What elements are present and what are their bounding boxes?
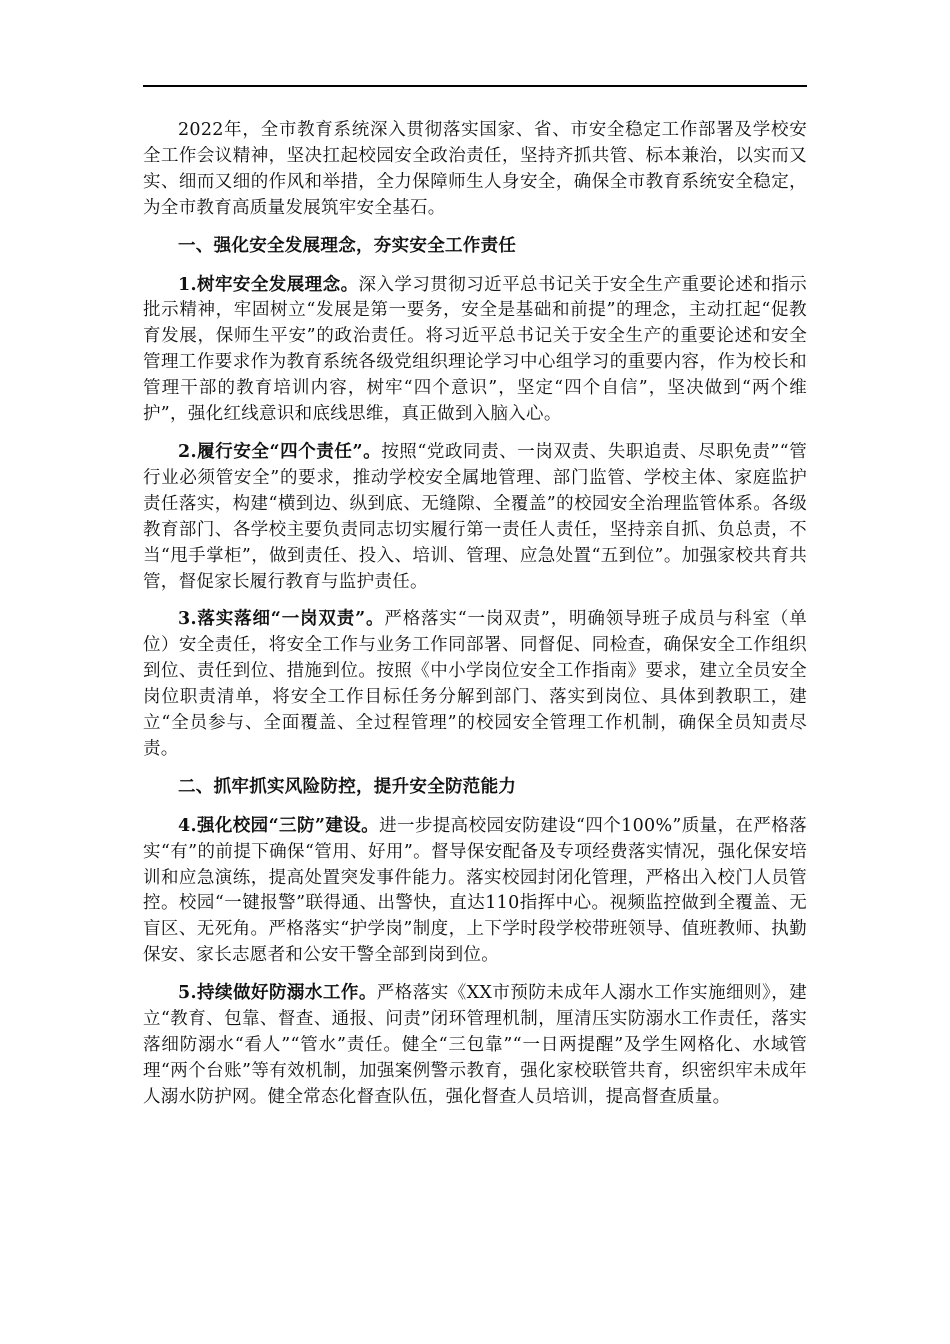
item-5-lead: 5.持续做好防溺水工作。 — [178, 983, 377, 1004]
paragraph-item-4 — [143, 814, 807, 969]
paragraph-item-1 — [143, 273, 807, 428]
item-3-text: 严格落实“一岗双责”，明确领导班子成员与科室（单位）安全责任，将安全工作与业务工作同部署、同督促、同检查，确保安全工作组织到位、责任到位、措施到位。按照《中小学岗位安全工作指南》要求，建立全员安全岗位职责清单，将安全工作目标任务分解到部门、落实到岗位、具体到教职工，建立“全员参与、全面覆盖、全过程管理”的校园安全管理工作机制，确保全员知责尽责。 — [143, 609, 807, 759]
item-4-text: 进一步提高校园安防建设“四个100%”质量，在严格落实“有”的前提下确保“管用、好用”。督导保安配备及专项经费落实情况，强化保安培训和应急演练，提高处置突发事件能力。落实校园封闭化管理，严格出入校门人员管控。校园“一键报警”联得通、出警快，直达110指挥中心。视频监控做到全覆盖、无盲区、无死角。严格落实“护学岗”制度，上下学时段学校带班领导、值班教师、执勤保安、家长志愿者和公安干警全部到岗到位。 — [143, 815, 807, 966]
item-2-lead: 2.履行安全“四个责任”。 — [178, 441, 382, 462]
document-body — [143, 118, 807, 1123]
section-heading-1: 一、强化安全发展理念，夯实安全工作责任 — [178, 235, 517, 256]
item-4-lead: 4.强化校园“三防”建设。 — [178, 815, 380, 836]
paragraph-item-2 — [143, 440, 807, 595]
item-2-text: 按照“党政同责、一岗双责、失职追责、尽职免责”“管行业必须管安全”的要求，推动学校安全属地管理、部门监管、学校主体、家庭监护责任落实，构建“横到边、纵到底、无缝隙、全覆盖”的校园安全治理监管体系。各级教育部门、各学校主要负责同志切实履行第一责任人责任，坚持亲自抓、负总责，不当“甩手掌柜”，做到责任、投入、培训、管理、应急处置“五到位”。加强家校共育共管，督促家长履行教育与监护责任。 — [143, 441, 807, 592]
item-3-lead: 3.落实落细“一岗双责”。 — [178, 609, 385, 630]
paragraph-item-5 — [143, 981, 807, 1111]
paragraph-item-3 — [143, 607, 807, 762]
intro-paragraph: 2022年，全市教育系统深入贯彻落实国家、省、市安全稳定工作部署及学校安全工作会议精神，坚决扛起校园安全政治责任，坚持齐抓共管、标本兼治，以实而又实、细而又细的作风和举措，全力保障师生人身安全，确保全市教育系统安全稳定，为全市教育高质量发展筑牢安全基石。 — [143, 120, 807, 218]
item-1-text: 深入学习贯彻习近平总书记关于安全生产重要论述和指示批示精神，牢固树立“发展是第一要务，安全是基础和前提”的理念，主动扛起“促教育发展，保师生平安”的政治责任。将习近平总书记关于安全生产的重要论述和安全管理工作要求作为教育系统各级党组织理论学习中心组学习的重要内容，作为校长和管理干部的教育培训内容，树牢“四个意识”，坚定“四个自信”，坚决做到“两个维护”，强化红线意识和底线思维，真正做到入脑入心。 — [143, 274, 808, 425]
item-1-lead: 1.树牢安全发展理念。 — [178, 274, 359, 295]
section-heading-2: 二、抓牢抓实风险防控，提升安全防范能力 — [178, 776, 517, 797]
header-rule — [143, 85, 807, 87]
item-5-text: 严格落实《XX市预防未成年人溺水工作实施细则》，建立“教育、包靠、督查、通报、问责”闭环管理机制，厘清压实防溺水工作责任，落实落细防溺水“看人”“管水”责任。健全“三包靠”“一日两提醒”及学生网格化、水域管理“两个台账”等有效机制，加强案例警示教育，强化家校联管共育，织密织牢未成年人溺水防护网。健全常态化督查队伍，强化督查人员培训，提高督查质量。 — [143, 983, 807, 1107]
